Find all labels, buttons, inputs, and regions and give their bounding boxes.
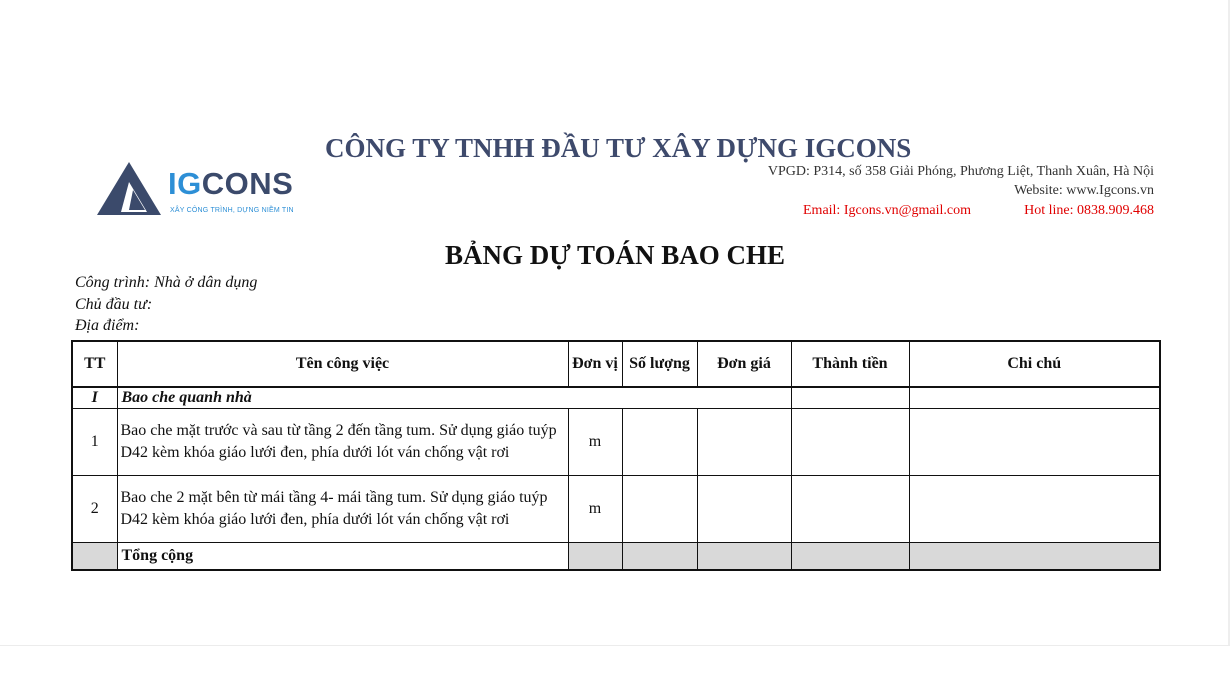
column-header-unit: Đơn vị [568, 341, 622, 387]
project-label: Công trình: Nhà ở dân dụng [75, 274, 258, 291]
table-row [72, 409, 1160, 476]
total-tt [72, 543, 117, 571]
row-unit: m [568, 409, 622, 476]
row-price [697, 476, 791, 543]
row-amount [791, 409, 909, 476]
table-row [72, 476, 1160, 543]
row-price [697, 409, 791, 476]
investor-label: Chủ đầu tư: [75, 296, 153, 313]
row-tt: 1 [72, 409, 117, 476]
row-tt: 2 [72, 476, 117, 543]
row-qty [622, 476, 697, 543]
location-label: Địa điểm: [75, 317, 140, 334]
total-row [72, 543, 1160, 571]
section-row [72, 387, 1160, 409]
column-header-tt: TT [72, 341, 117, 387]
company-email[interactable]: Email: Igcons.vn@gmail.com [803, 203, 972, 218]
row-note [909, 409, 1160, 476]
section-amount [791, 387, 909, 409]
estimate-table [71, 340, 1161, 571]
company-website[interactable]: Website: www.Igcons.vn [1014, 183, 1154, 198]
column-header-price: Đơn giá [697, 341, 791, 387]
row-qty [622, 409, 697, 476]
total-unit [568, 543, 622, 571]
logo-wordmark [168, 166, 293, 202]
total-amount [791, 543, 909, 571]
total-note [909, 543, 1160, 571]
section-tt: I [72, 387, 117, 409]
total-price [697, 543, 791, 571]
row-note [909, 476, 1160, 543]
column-header-qty: Số lượng [622, 341, 697, 387]
company-address: VPGD: P314, số 358 Giải Phóng, Phương Liệt, Thanh Xuân, Hà Nội [767, 164, 1154, 179]
company-logo [95, 160, 315, 220]
row-name: Bao che mặt trước và sau từ tầng 2 đến tầng tum. Sử dụng giáo tuýp D42 kèm khóa giáo lưới đen, phía dưới lót ván chống vật rơi [117, 409, 568, 476]
row-unit: m [568, 476, 622, 543]
logo-word-cons: CONS [201, 166, 294, 201]
total-label: Tổng cộng [117, 543, 568, 571]
row-name: Bao che 2 mặt bên từ mái tầng 4- mái tầng tum. Sử dụng giáo tuýp D42 kèm khóa giáo lưới đen, phía dưới lót ván chống vật rơi [117, 476, 568, 543]
table-header-row [72, 341, 1160, 387]
total-qty [622, 543, 697, 571]
logo-word-ig: IG [168, 166, 202, 201]
column-header-name: Tên công việc [117, 341, 568, 387]
document-title: BẢNG DỰ TOÁN BAO CHE [444, 240, 786, 270]
logo-triangle-icon [95, 160, 163, 216]
section-name: Bao che quanh nhà [117, 387, 791, 409]
company-hotline: Hot line: 0838.909.468 [1024, 203, 1154, 218]
logo-tagline: XÂY CÔNG TRÌNH, DỰNG NIỀM TIN [170, 207, 294, 214]
section-note [909, 387, 1160, 409]
column-header-note: Chi chú [909, 341, 1160, 387]
row-amount [791, 476, 909, 543]
column-header-amount: Thành tiền [791, 341, 909, 387]
company-name: CÔNG TY TNHH ĐẦU TƯ XÂY DỰNG IGCONS [325, 133, 912, 163]
